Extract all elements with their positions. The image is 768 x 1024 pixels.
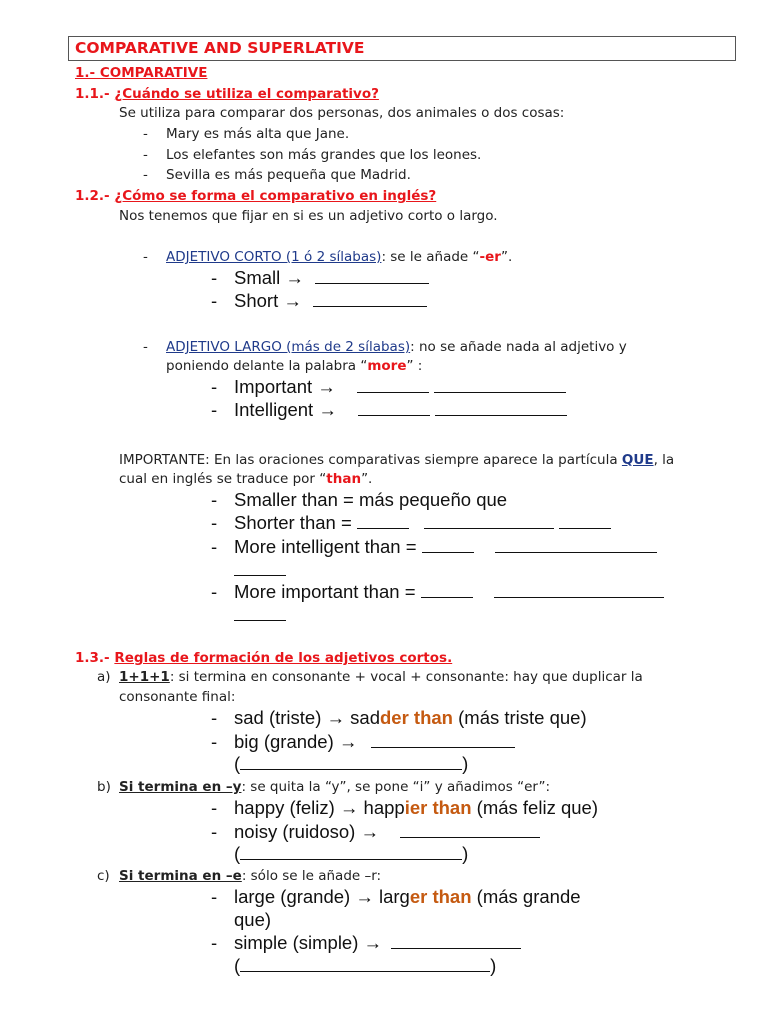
example-highlight: er than xyxy=(409,886,472,907)
answer-blank[interactable] xyxy=(495,536,657,553)
bullet-dash: - xyxy=(211,536,218,557)
important-than: than xyxy=(326,471,362,487)
answer-blank[interactable] xyxy=(240,843,462,860)
important-text: cual en inglés se traduce por “ xyxy=(119,471,327,487)
long-word-text: Important → xyxy=(234,376,336,397)
answer-blank[interactable] xyxy=(434,376,566,393)
example-text: happy (feliz) → happ xyxy=(234,797,405,818)
comparative-example-text: More intelligent than = xyxy=(234,536,417,557)
bullet-dash: - xyxy=(211,267,218,288)
long-adjective-text-end: ” : xyxy=(406,358,423,374)
short-adjective-label: ADJETIVO CORTO (1 ó 2 sílabas) xyxy=(166,249,382,265)
bullet-dash: - xyxy=(211,707,218,728)
long-adjective-label: ADJETIVO LARGO (más de 2 sílabas) xyxy=(166,339,411,355)
answer-blank[interactable] xyxy=(559,512,611,529)
short-word-1 xyxy=(234,266,429,289)
section-1-3-heading xyxy=(75,649,452,667)
rule-c-example-1-cont: que) xyxy=(234,909,272,930)
bullet-dash: - xyxy=(211,376,218,397)
answer-blank[interactable] xyxy=(234,559,286,576)
bullet-dash: - xyxy=(143,339,148,355)
rule-a-text: : si termina en consonante + vocal + consonante: hay que duplicar la xyxy=(169,669,643,685)
short-adjective-suffix: -er xyxy=(479,249,501,265)
title-box xyxy=(68,36,736,61)
section-1-3-title: Reglas de formación de los adjetivos cortos. xyxy=(114,650,453,666)
section-1-1-number: 1.1.- xyxy=(75,86,110,102)
answer-blank[interactable] xyxy=(421,581,473,598)
long-word-1 xyxy=(234,375,566,398)
comparative-example-3-cont xyxy=(234,558,286,581)
answer-blank[interactable] xyxy=(494,581,664,598)
document-title: COMPARATIVE AND SUPERLATIVE xyxy=(75,39,365,57)
example-highlight: ier than xyxy=(404,797,472,818)
bullet-dash: - xyxy=(211,932,218,953)
answer-blank[interactable] xyxy=(357,512,409,529)
long-word-2 xyxy=(234,398,567,421)
comparative-example-text: Shorter than = xyxy=(234,512,352,533)
answer-blank[interactable] xyxy=(234,604,286,621)
answer-blank[interactable] xyxy=(422,536,474,553)
example-text: (más grande xyxy=(471,886,581,907)
example-item: Sevilla es más pequeña que Madrid. xyxy=(166,167,411,183)
bullet-dash: - xyxy=(143,249,148,265)
rule-b-label: Si termina en –y xyxy=(119,779,242,795)
rule-c-example-2 xyxy=(234,931,521,954)
bullet-dash: - xyxy=(211,581,218,602)
important-note xyxy=(119,451,674,469)
comparative-example-4 xyxy=(234,580,664,603)
answer-blank[interactable] xyxy=(240,753,462,770)
rule-b xyxy=(119,778,550,796)
rule-c-example-1 xyxy=(234,885,581,908)
answer-blank[interactable] xyxy=(315,267,429,284)
example-item: Mary es más alta que Jane. xyxy=(166,126,350,142)
important-note-line2 xyxy=(119,470,372,488)
rule-a-example-2-paren: ( ) xyxy=(234,753,469,774)
rule-b-letter: b) xyxy=(97,779,111,795)
bullet-dash: - xyxy=(143,167,148,183)
rule-c-example-2-paren: ( ) xyxy=(234,955,497,976)
bullet-dash: - xyxy=(211,731,218,752)
example-text: noisy (ruidoso) → xyxy=(234,821,379,842)
section-1-1-heading xyxy=(75,85,379,103)
comparative-example-3 xyxy=(234,535,657,558)
example-text: big (grande) → xyxy=(234,731,358,752)
short-word-text: Short → xyxy=(234,290,302,311)
section-1-heading: 1.- COMPARATIVE xyxy=(75,65,208,81)
answer-blank[interactable] xyxy=(424,512,554,529)
rule-a-example-2 xyxy=(234,730,515,753)
section-1-3-number: 1.3.- xyxy=(75,650,110,666)
example-text: simple (simple) → xyxy=(234,932,383,953)
section-1-2-number: 1.2.- xyxy=(75,188,110,204)
answer-blank[interactable] xyxy=(357,376,429,393)
comparative-example-4-cont xyxy=(234,603,286,626)
short-word-2 xyxy=(234,289,427,312)
bullet-dash: - xyxy=(211,821,218,842)
answer-blank[interactable] xyxy=(358,399,430,416)
important-text: IMPORTANTE: En las oraciones comparativas siempre aparece la partícula xyxy=(119,452,622,468)
rule-a-example-1 xyxy=(234,706,587,729)
comparative-example-text: More important than = xyxy=(234,581,416,602)
example-text: large (grande) → larg xyxy=(234,886,410,907)
example-highlight: der than xyxy=(380,707,453,728)
rule-a xyxy=(119,668,643,686)
long-adjective-more: more xyxy=(367,358,407,374)
bullet-dash: - xyxy=(211,512,218,533)
comparative-example-2 xyxy=(234,511,611,534)
important-que: QUE xyxy=(621,452,654,468)
short-adjective-text-end: ”. xyxy=(500,249,513,265)
important-text-end: , la xyxy=(653,452,675,468)
rule-c-label: Si termina en –e xyxy=(119,868,242,884)
answer-blank[interactable] xyxy=(240,955,490,972)
long-adjective-text: poniendo delante la palabra “ xyxy=(166,358,368,374)
section-1-1-intro: Se utiliza para comparar dos personas, dos animales o dos cosas: xyxy=(119,105,565,121)
example-text: (más triste que) xyxy=(452,707,587,728)
short-adjective-rule xyxy=(166,248,512,266)
example-text: (más feliz que) xyxy=(471,797,598,818)
rule-b-example-2 xyxy=(234,820,540,843)
answer-blank[interactable] xyxy=(435,399,567,416)
rule-c xyxy=(119,867,381,885)
long-adjective-text: : no se añade nada al adjetivo y xyxy=(410,339,627,355)
rule-c-text: : sólo se le añade –r: xyxy=(241,868,382,884)
rule-a-label: 1+1+1 xyxy=(119,669,170,685)
example-text: sad (triste) → sad xyxy=(234,707,380,728)
answer-blank[interactable] xyxy=(400,821,540,838)
bullet-dash: - xyxy=(143,126,148,142)
rule-b-text: : se quita la “y”, se pone “i” y añadimos “er”: xyxy=(241,779,551,795)
section-1-2-intro: Nos tenemos que fijar en si es un adjetivo corto o largo. xyxy=(119,208,498,224)
long-word-text: Intelligent → xyxy=(234,399,337,420)
bullet-dash: - xyxy=(211,489,218,510)
example-item: Los elefantes son más grandes que los leones. xyxy=(166,147,482,163)
rule-a-letter: a) xyxy=(97,669,111,685)
rule-c-letter: c) xyxy=(97,868,110,884)
section-1-1-question: ¿Cuándo se utiliza el comparativo? xyxy=(114,86,379,102)
bullet-dash: - xyxy=(211,886,218,907)
important-text-end: ”. xyxy=(361,471,373,487)
short-adjective-text: : se le añade “ xyxy=(381,249,480,265)
section-1-2-question: ¿Cómo se forma el comparativo en inglés? xyxy=(114,188,437,204)
bullet-dash: - xyxy=(211,290,218,311)
long-adjective-rule xyxy=(166,338,627,356)
comparative-example-1: Smaller than = más pequeño que xyxy=(234,489,508,510)
long-adjective-rule-line2 xyxy=(166,357,422,375)
short-word-text: Small → xyxy=(234,267,304,288)
section-1-2-heading xyxy=(75,187,436,205)
bullet-dash: - xyxy=(211,797,218,818)
rule-b-example-2-paren: ( ) xyxy=(234,843,469,864)
rule-a-line2: consonante final: xyxy=(119,689,236,705)
answer-blank[interactable] xyxy=(391,932,521,949)
bullet-dash: - xyxy=(143,147,148,163)
bullet-dash: - xyxy=(211,399,218,420)
rule-b-example-1 xyxy=(234,796,598,819)
answer-blank[interactable] xyxy=(313,290,427,307)
answer-blank[interactable] xyxy=(371,731,515,748)
